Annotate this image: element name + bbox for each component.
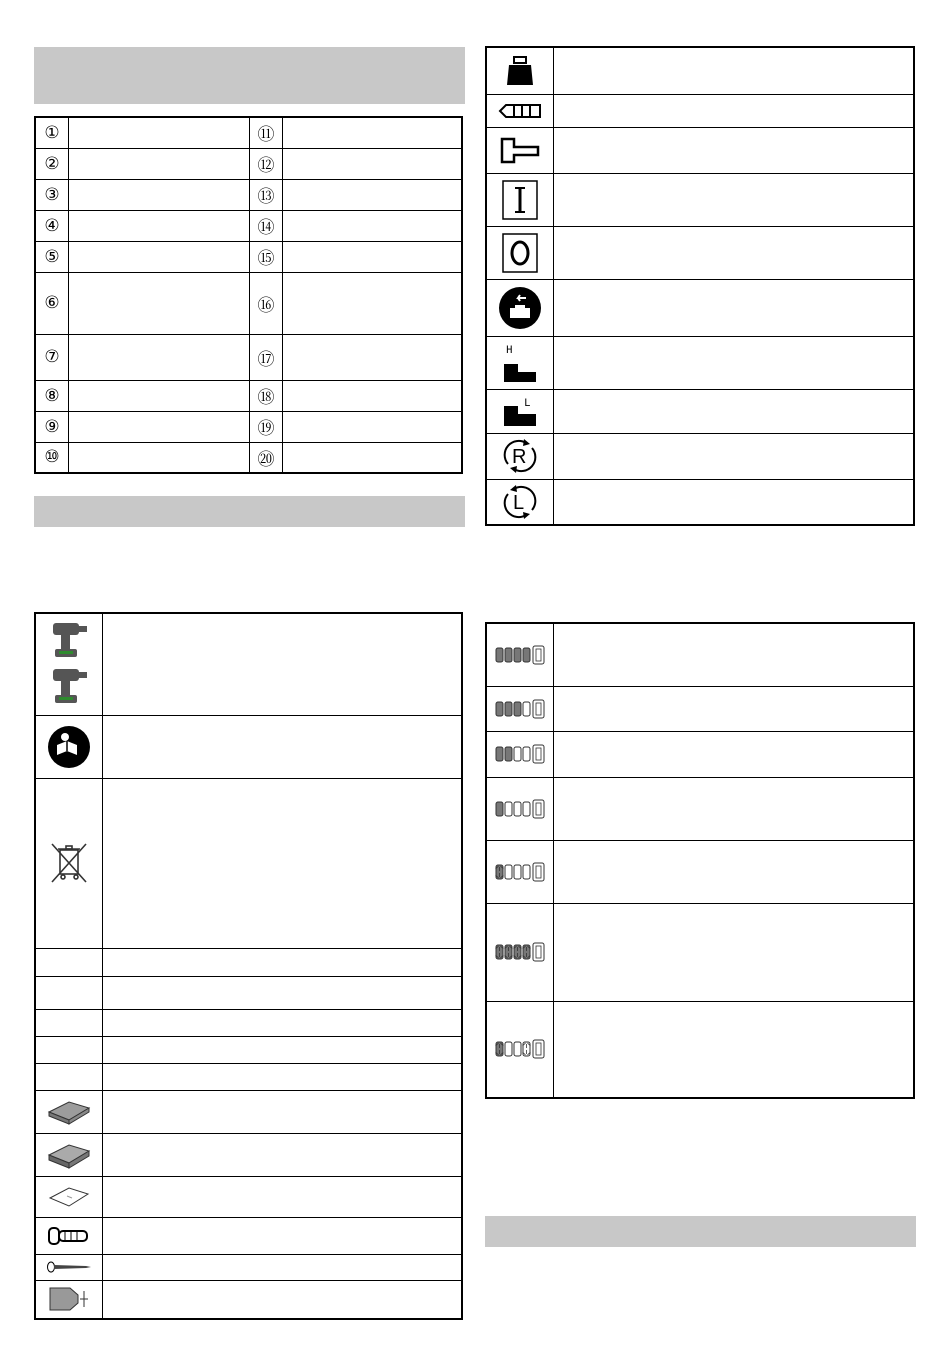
part-number: ⑫ [250, 148, 283, 179]
symbol-description [103, 1090, 463, 1133]
drill-driver-icon [35, 613, 103, 715]
part-name-cell [283, 241, 463, 272]
svg-text:L: L [513, 491, 525, 514]
parts-table [34, 116, 463, 474]
battery-segment-lit [496, 747, 503, 761]
blank-symbol-cell [35, 1009, 103, 1036]
plastic-material-icon [35, 1133, 103, 1176]
part-number: ⑪ [250, 117, 283, 148]
sheet-metal-icon [35, 1176, 103, 1217]
symbol-description [103, 1176, 463, 1217]
part-name-cell [283, 272, 463, 334]
svg-text:H: H [506, 344, 513, 357]
symbol-description [103, 1254, 463, 1280]
battery-level-icon [486, 686, 554, 731]
battery-segment-lit [496, 702, 503, 716]
section-header-bar-1 [34, 47, 465, 104]
switch-off-icon [486, 226, 554, 279]
battery-level-icon [486, 623, 554, 686]
wood-screw-icon [35, 1254, 103, 1280]
part-number: ⑰ [250, 334, 283, 380]
symbol-description [554, 336, 915, 389]
battery-inner-icon [536, 649, 541, 661]
part-number: ⑧ [35, 380, 69, 411]
symbol-description [554, 94, 915, 127]
battery-segment-lit [514, 702, 521, 716]
blank-symbol-cell [35, 1036, 103, 1063]
arrow-left-icon [486, 94, 554, 127]
part-name-cell [283, 179, 463, 210]
part-name-cell [283, 442, 463, 473]
battery-inner-icon [536, 946, 541, 958]
chuck-capacity-icon [35, 1280, 103, 1319]
section-header-bar-2 [34, 496, 465, 527]
part-number: ⑬ [250, 179, 283, 210]
symbol-description [554, 433, 915, 479]
symbol-description [103, 1009, 463, 1036]
switch-on-icon [486, 173, 554, 226]
bolt-icon [35, 1217, 103, 1254]
battery-segment-lit [505, 747, 512, 761]
battery-state-description [554, 731, 915, 777]
part-number: ⑨ [35, 411, 69, 442]
battery-state-description [554, 686, 915, 731]
battery-level-icon [486, 1001, 554, 1098]
battery-segment-off [505, 802, 512, 816]
symbol-description [554, 127, 915, 173]
hammer-arrow-icon [486, 127, 554, 173]
rotation-left-icon [486, 479, 554, 525]
symbol-description [554, 173, 915, 226]
symbol-description [554, 389, 915, 433]
battery-indicator-table [485, 622, 915, 1099]
battery-segment-lit [496, 648, 503, 662]
battery-segment-off [514, 865, 521, 879]
blank-symbol-cell [35, 1063, 103, 1090]
battery-inner-icon [536, 703, 541, 715]
symbol-description [103, 1133, 463, 1176]
battery-segment-lit [496, 802, 503, 816]
part-number: ⑤ [35, 241, 69, 272]
part-number: ⑱ [250, 380, 283, 411]
part-name-cell [69, 411, 250, 442]
symbol-description [103, 948, 463, 976]
battery-segment-off [514, 747, 521, 761]
symbol-description [103, 778, 463, 948]
part-number: ① [35, 117, 69, 148]
part-number: ④ [35, 210, 69, 241]
section-header-bar-3 [485, 1216, 916, 1247]
battery-inner-icon [536, 866, 541, 878]
part-number: ⑥ [35, 272, 69, 334]
part-number: ② [35, 148, 69, 179]
battery-inner-icon [536, 803, 541, 815]
part-number: ⑭ [250, 210, 283, 241]
battery-state-description [554, 777, 915, 840]
part-number: ⑮ [250, 241, 283, 272]
part-name-cell [283, 148, 463, 179]
part-name-cell [283, 411, 463, 442]
symbol-description [103, 1036, 463, 1063]
part-name-cell [69, 442, 250, 473]
symbol-description [554, 47, 915, 94]
part-name-cell [283, 334, 463, 380]
symbols-table-right [485, 46, 915, 526]
symbols-table-left [34, 612, 463, 1320]
svg-text:R: R [512, 446, 527, 468]
blank-symbol-cell [35, 948, 103, 976]
crossed-out-wheeled-bin-icon [35, 778, 103, 948]
part-name-cell [69, 241, 250, 272]
battery-level-icon [486, 903, 554, 1001]
wood-material-icon [35, 1090, 103, 1133]
symbol-description [103, 1280, 463, 1319]
battery-state-description [554, 903, 915, 1001]
part-number: ⑩ [35, 442, 69, 473]
symbol-description [103, 1217, 463, 1254]
part-number: ⑲ [250, 411, 283, 442]
battery-segment-lit [505, 702, 512, 716]
battery-segment-off [523, 747, 530, 761]
battery-segment-off [514, 1042, 521, 1056]
rotation-right-icon [486, 433, 554, 479]
part-name-cell [69, 380, 250, 411]
battery-segment-off [523, 802, 530, 816]
battery-segment-lit [523, 648, 530, 662]
symbol-description [103, 976, 463, 1009]
symbol-description [554, 226, 915, 279]
battery-level-icon [486, 840, 554, 903]
part-name-cell [69, 272, 250, 334]
svg-text:L: L [524, 398, 531, 410]
part-number: ⑦ [35, 334, 69, 380]
battery-segment-off [514, 802, 521, 816]
part-name-cell [69, 148, 250, 179]
symbol-description [103, 1063, 463, 1090]
battery-pack-icon [486, 47, 554, 94]
high-speed-icon [486, 336, 554, 389]
part-number: ⑯ [250, 272, 283, 334]
symbol-description [554, 479, 915, 525]
blank-symbol-cell [35, 976, 103, 1009]
low-speed-icon [486, 389, 554, 433]
part-name-cell [283, 117, 463, 148]
battery-segment-off [505, 865, 512, 879]
symbol-description [103, 715, 463, 778]
battery-level-icon [486, 731, 554, 777]
battery-state-description [554, 840, 915, 903]
part-name-cell [69, 179, 250, 210]
battery-segment-lit [505, 648, 512, 662]
battery-state-description [554, 1001, 915, 1098]
battery-segment-lit [514, 648, 521, 662]
battery-release-icon [486, 279, 554, 336]
symbol-description [554, 279, 915, 336]
battery-segment-off [505, 1042, 512, 1056]
battery-segment-off [523, 702, 530, 716]
part-name-cell [283, 380, 463, 411]
part-name-cell [69, 117, 250, 148]
battery-level-icon [486, 777, 554, 840]
part-number: ③ [35, 179, 69, 210]
symbol-description [103, 613, 463, 715]
battery-inner-icon [536, 748, 541, 760]
battery-state-description [554, 623, 915, 686]
read-manual-icon [35, 715, 103, 778]
battery-segment-off [523, 865, 530, 879]
battery-inner-icon [536, 1043, 541, 1055]
part-name-cell [69, 210, 250, 241]
part-name-cell [69, 334, 250, 380]
part-name-cell [283, 210, 463, 241]
part-number: ⑳ [250, 442, 283, 473]
